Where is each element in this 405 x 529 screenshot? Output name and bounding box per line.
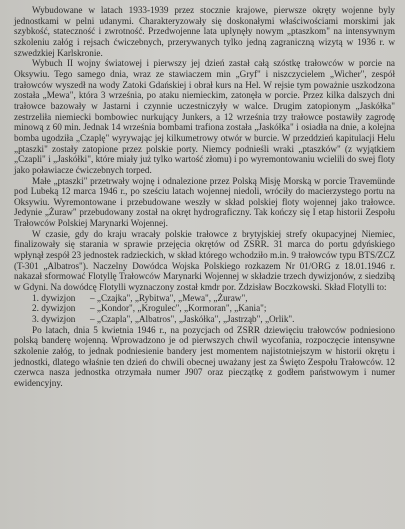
paragraph-flag-raising: Po latach, dnia 5 kwietnia 1946 r., na pozycjach od ZSRR dziewięciu trałowców podniesiono polską banderę wojenną. Wprowadzono je od pierwszych chwil wycofania, rozpoczęcie intensywne szkolenie załóg, to jednak podniesienie bandery jest momentem najistotniejszym w historii okrętu i jednostki, dlatego właśnie ten dzień do chwili obecnej uważany jest za Święto Zespołu Trałowców. 12 czerwca nasza jednostka otrzymała numer J907 oraz pieczątkę z godłem państwowym i numer ewidencyjny.	[14, 324, 395, 388]
flotilla-composition-list	[14, 293, 395, 325]
division-label: 3. dywizjon	[32, 314, 76, 325]
list-item	[14, 293, 395, 304]
paragraph-war: Wybuch II wojny światowej i pierwszy jej dzień zastał całą szóstkę trałowców w porcie na Oksywiu. Tego samego dnia, wraz ze stawiaczem min „Gryf" i niszczycielem „Wicher", zespół trałowców wyszedł na wody Zatoki Gdańskiej i obrał kurs na Hel. W rejsie tym poważnie uszkodzona została „Mewa", która 3 września, po ataku niemieckim, zatonęła w porcie. Przez kilka dalszych dni trałowce bazowały w Jastarni i czynnie uczestniczyły w walce. Drugim zatopionym „Jaskółka" zestrzeliła niemiecki bombowiec nurkujący Junkers, a 12 września trzy trałowce postawiły zagrodę minową z 60 min. Jednak 14 września bombami trafiona została „Jaskółka" i osiadła na dnie, a kolejna bomba ugodziła „Czaplę" wyrywając jej kilkumetrowy otwór w burcie. W przeddzień kapitulacji Helu „ptaszki" zostały zatopione przez polskie porty. Niemcy podnieśli wraki „ptaszków" (z wyjątkiem „Czapli" i „Jaskółki", które miały już tylko wartość złomu) i po wyremontowaniu wcielili do swej floty jako poławiacze ćwiczebnych torped.	[14, 58, 395, 175]
division-label: 2. dywizjon	[32, 303, 76, 314]
division-ships: – „Czapla", „Albatros", „Jaskółka", „Jastrząb", „Orlik".	[90, 314, 295, 325]
list-item	[14, 314, 395, 325]
division-ships: – „Kondor", „Krogulec", „Kormoran", „Kania";	[90, 303, 267, 314]
paragraph-flotilla: W czasie, gdy do kraju wracały polskie trałowce z brytyjskiej strefy okupacyjnej Niemiec, finalizowały się starania w sprawie przejęcia okrętów od ZSRR. 31 marca do portu gdyńskiego wpłynął zespół 23 jednostek radzieckich, w skład którego wchodziło m.in. 9 trałowców typu BTS/ZCZ (T-301 „Albatros"). Naczelny Dowódca Wojska Polskiego rozkazem Nr 01/ORG z 18.01.1946 r. nakazał sformować Flotyllę Trałowców Marynarki Wojennej w składzie trzech dywizjonów, z siedzibą w Gdyni. Na dowódcę Flotylli wyznaczony został kmdr por. Zdzisław Boczkowski. Skład Flotylli to:	[14, 228, 395, 293]
paragraph-pre-war: Wybudowane w latach 1933-1939 przez stocznie krajowe, pierwsze okręty wojenne byly jednostkami w pelni udanymi. Charakteryzowały się doskonałymi właściwościami morskimi jak szybkość, stateczność i zwrotność. Przedwojenne lata uplynęły nowym „ptaszkom" na intensywnym szkoleniu załóg i rejsach ćwiczebnych, przerywanych tylko jedną zagraniczną wizytą w 1936 r. w szwedzkiej Karlskronie.	[14, 5, 395, 58]
list-item	[14, 303, 395, 314]
paragraph-return: Małe „ptaszki" przetrwały wojnę i odnalezione przez Polską Misję Morską w porcie Travemünde pod Lubeką 12 marca 1946 r., po sześciu latach wojennej niedoli, wróciły do macierzystego portu na Oksywiu. Wyremontowane i przebudowane weszły w skład polskiej floty wojennej jako trałowce. Jedynie „Żuraw" przebudowany został na okręt hydrograficzny. Tak kończy się I etap historii Zespołu Trałowców Polskiej Marynarki Wojennej.	[14, 175, 395, 229]
division-label: 1. dywizjon	[32, 292, 76, 303]
division-ships: – „Czajka", „Rybitwa", „Mewa", „Żuraw",	[90, 292, 248, 303]
